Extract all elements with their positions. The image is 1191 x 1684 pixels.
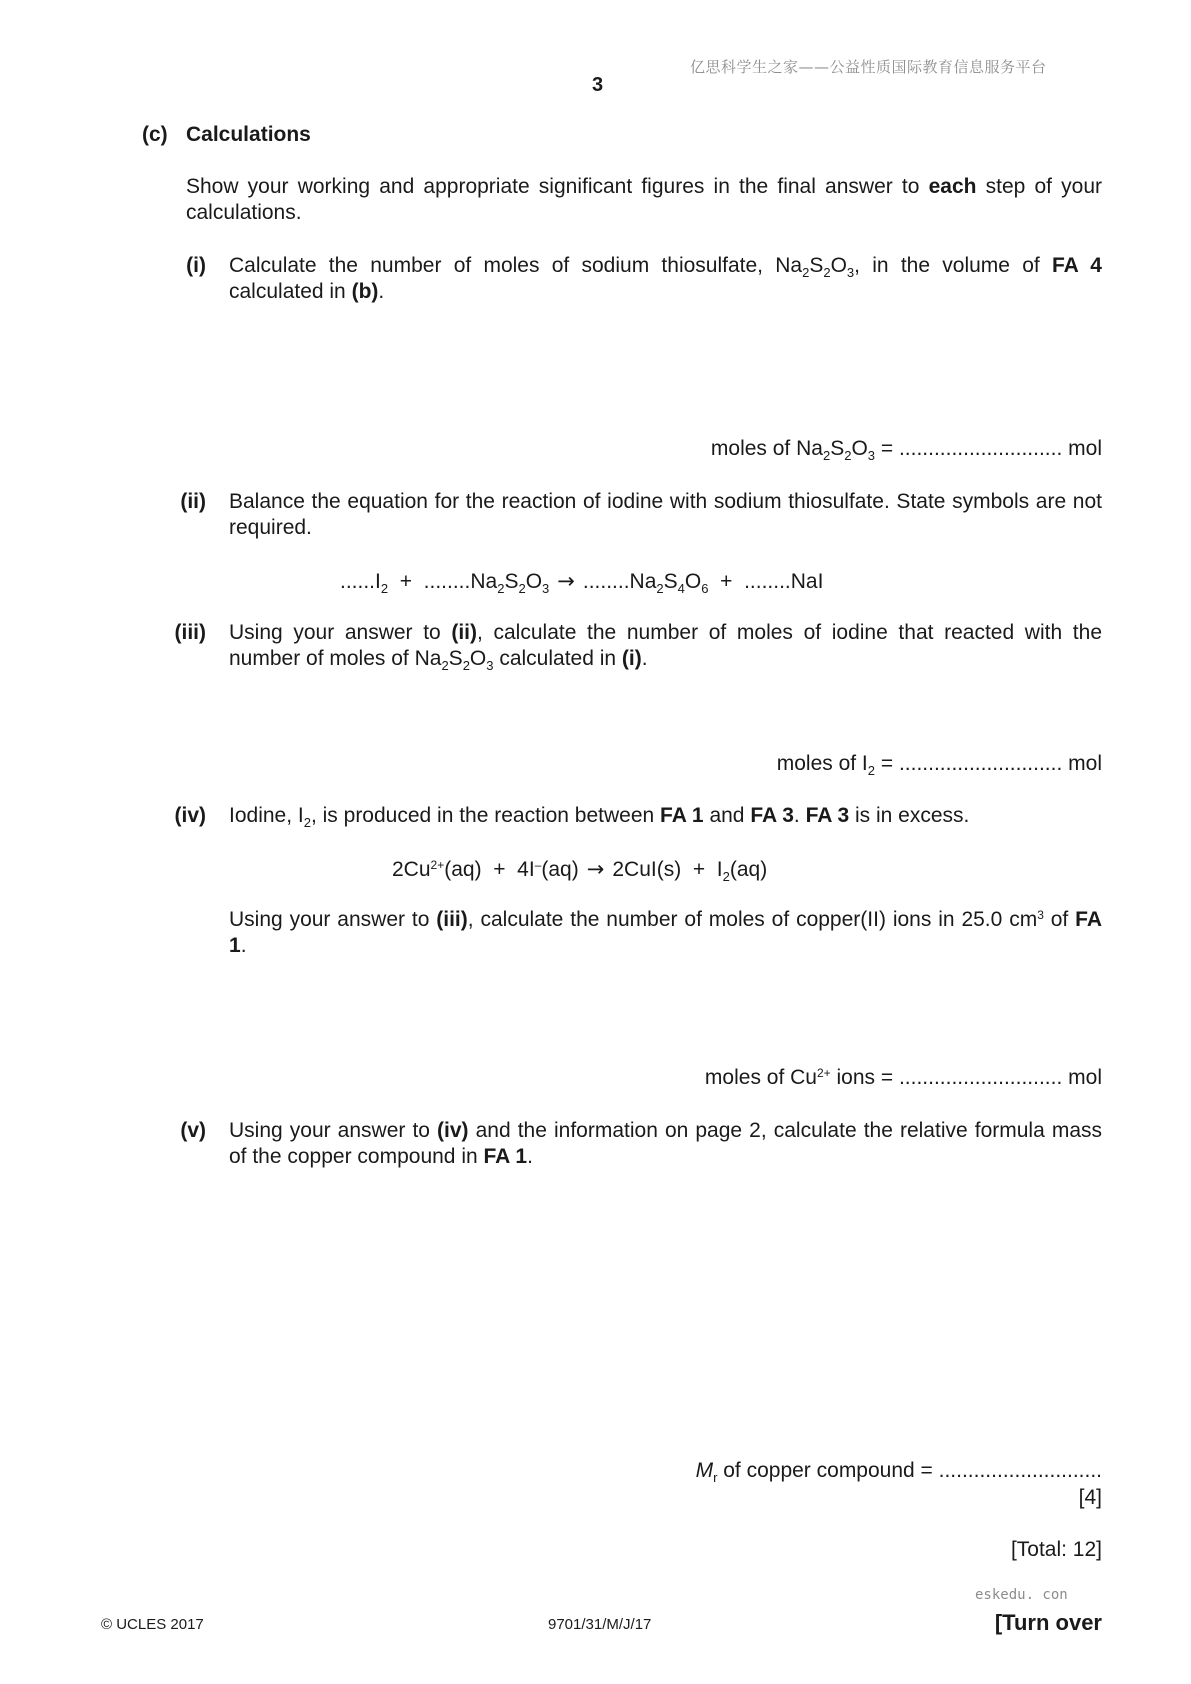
page-number: 3 xyxy=(592,74,604,96)
part-v-label: (v) xyxy=(180,1119,206,1142)
part-i-answer-line: moles of $Na_2S_2O_3$ = ............................ mol xyxy=(710,437,1102,463)
part-v-question: Using your answer to (iv) and the information on page 2, calculate the relative formula mass of the copper compound in FA 1. xyxy=(229,1119,1102,1168)
part-iv-equation: $2Cu^{2+}(aq) + 4I^-(aq) \to 2CuI(s) + I_2(aq)$ xyxy=(392,857,768,884)
section-c-title: Calculations xyxy=(186,123,311,146)
section-c-intro: Show your working and appropriate significant figures in the final answer to each step of your calculations. xyxy=(186,175,1102,224)
part-ii-question: Balance the equation for the reaction of iodine with sodium thiosulfate. State symbols are not required. xyxy=(229,490,1102,539)
turn-over: [Turn over xyxy=(994,1610,1102,1635)
reaction-arrow-icon: → xyxy=(557,569,575,593)
section-c-label: (c) xyxy=(142,123,168,146)
part-iv-answer-line: moles of $Cu^{2+}$ ions = ............................ mol xyxy=(704,1066,1102,1089)
part-iv-question-2: Using your answer to (iii), calculate the number of moles of copper(II) ions in 25.0 $cm^3$ of FA 1. xyxy=(229,908,1102,957)
header-watermark: 亿思科学生之家——公益性质国际教育信息服务平台 xyxy=(690,58,1047,76)
copyright: © UCLES 2017 xyxy=(101,1616,204,1633)
part-iii-question: Using your answer to (ii), calculate the number of moles of iodine that reacted with the number of moles of $Na_2S_2O_3$ calculated in (i). xyxy=(229,621,1102,673)
total-marks: [Total: 12] xyxy=(1010,1538,1102,1561)
site-watermark: eskedu. con xyxy=(975,1587,1068,1603)
reaction-arrow-icon: → xyxy=(586,857,605,881)
part-iii-answer-line: moles of $I_2$ = ............................ mol xyxy=(776,752,1102,778)
part-iv-label: (iv) xyxy=(174,804,206,827)
part-ii-equation: $......I_2 + ........Na_2S_2O_3 \to ........Na_2S_4O_6 + ........NaI$ xyxy=(340,569,824,596)
part-i-label: (i) xyxy=(186,254,206,277)
paper-code: 9701/31/M/J/17 xyxy=(548,1616,652,1633)
part-iv-question: Iodine, $I_2$, is produced in the reaction between FA 1 and FA 3. FA 3 is in excess. xyxy=(229,804,970,830)
part-ii-label: (ii) xyxy=(180,490,206,513)
marks: [4] xyxy=(1078,1486,1102,1509)
part-v-answer-line: $M_r$ of copper compound = ............................ xyxy=(695,1459,1102,1485)
part-i-question: Calculate the number of moles of sodium thiosulfate, $Na_2S_2O_3$, in the volume of FA 4 calculated in (b). xyxy=(229,254,1102,303)
part-iii-label: (iii) xyxy=(174,621,206,644)
